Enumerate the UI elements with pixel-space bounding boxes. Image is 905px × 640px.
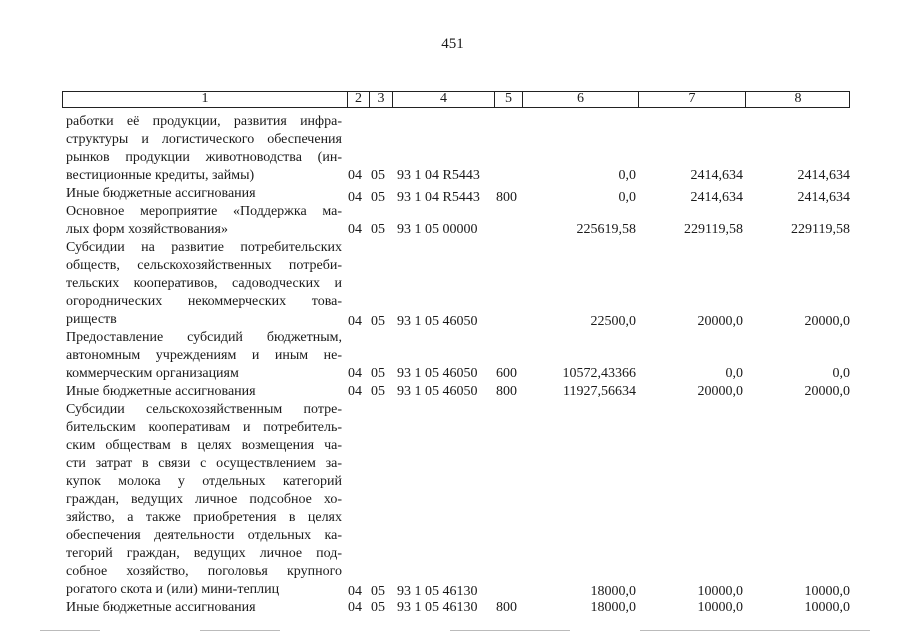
row-description-line: обеспечения деятельности отдельных ка- [66, 528, 342, 543]
section-code: 04 [348, 190, 362, 205]
row-description-line: обществ, сельскохозяйственных потреби- [66, 258, 342, 273]
amount-year-1: 18000,0 [590, 584, 636, 599]
header-col-4: 4 [440, 91, 447, 106]
amount-year-1: 225619,58 [576, 222, 636, 237]
target-article-code: 93 1 04 R5443 [397, 168, 480, 183]
expense-type-code [496, 167, 522, 185]
section-code: 04 [348, 222, 362, 237]
row-description-line: Субсидии сельскохозяйственным потре- [66, 402, 342, 417]
expense-type-code: 800 [496, 600, 517, 615]
subsection-code: 05 [371, 190, 385, 205]
amount-year-3: 10000,0 [804, 600, 850, 615]
amount-year-3: 10000,0 [804, 584, 850, 599]
expense-type-code: 800 [496, 190, 517, 205]
header-col-5: 5 [505, 91, 512, 106]
target-article-code: 93 1 05 46050 [397, 314, 478, 329]
row-description-line: лых форм хозяйствования» [66, 222, 228, 237]
amount-year-1: 0,0 [618, 168, 636, 183]
header-col-8: 8 [794, 91, 802, 106]
row-description-line: автономным учреждениям и иным не- [66, 348, 342, 363]
row-description-line: ским обществам в целях возмещения ча- [66, 438, 342, 453]
header-col-6: 6 [577, 91, 584, 106]
section-code: 04 [348, 584, 362, 599]
target-article-code: 93 1 05 46050 [397, 366, 478, 381]
amount-year-1: 11927,56634 [563, 384, 636, 399]
amount-year-3: 20000,0 [804, 384, 850, 399]
header-col-7: 7 [688, 91, 696, 106]
target-article-code: 93 1 05 46130 [397, 600, 478, 615]
amount-year-2: 229119,58 [684, 222, 743, 237]
subsection-code: 05 [371, 168, 385, 183]
page-number: 451 [441, 36, 464, 52]
row-description-line: купок молока у отдельных категорий [66, 474, 342, 489]
row-description-line: структуры и логистического обеспечения [66, 132, 342, 147]
subsection-code: 05 [371, 584, 385, 599]
subsection-code: 05 [371, 314, 385, 329]
row-description-line: риществ [66, 312, 117, 327]
row-description-line: граждан, ведущих личное подсобное хо- [66, 492, 342, 507]
target-article-code: 93 1 04 R5443 [397, 190, 480, 205]
row-description-line: работки её продукции, развития инфра- [66, 114, 342, 129]
amount-year-3: 20000,0 [804, 314, 850, 329]
row-description-line: тельских кооперативов, садоводческих и [66, 276, 342, 291]
expense-type-code: 600 [496, 366, 517, 381]
row-description-line: Иные бюджетные ассигнования [66, 384, 256, 399]
amount-year-2: 10000,0 [697, 600, 743, 615]
section-code: 04 [348, 168, 362, 183]
amount-year-3: 2414,634 [797, 168, 850, 183]
section-code: 04 [348, 314, 362, 329]
row-description-line: Иные бюджетные ассигнования [66, 186, 256, 201]
section-code: 04 [348, 384, 362, 399]
amount-year-2: 0,0 [725, 366, 743, 381]
scan-artifact [450, 630, 570, 631]
subsection-code: 05 [371, 366, 385, 381]
scan-artifact [200, 630, 280, 631]
scan-artifact [640, 630, 870, 631]
row-description-line: сти затрат в связи с осуществлением за- [66, 456, 342, 471]
amount-year-1: 18000,0 [590, 600, 636, 615]
amount-year-1: 10572,43366 [562, 366, 636, 381]
row-description-line: зяйство, а также приобретения в целях [66, 510, 342, 525]
row-description-line: Предоставление субсидий бюджетным, [66, 330, 342, 345]
row-description-line: огороднических некоммерческих това- [66, 294, 342, 309]
expense-type-code [496, 313, 522, 331]
amount-year-3: 2414,634 [797, 190, 850, 205]
amount-year-2: 20000,0 [697, 314, 743, 329]
amount-year-2: 20000,0 [697, 384, 743, 399]
expense-type-code [496, 221, 522, 239]
section-code: 04 [348, 600, 362, 615]
expense-type-code: 800 [496, 384, 517, 399]
amount-year-2: 10000,0 [697, 584, 743, 599]
row-description-line: бительским кооперативам и потребитель- [66, 420, 342, 435]
target-article-code: 93 1 05 00000 [397, 222, 478, 237]
amount-year-1: 0,0 [618, 190, 636, 205]
header-col-3: 3 [377, 91, 385, 106]
subsection-code: 05 [371, 600, 385, 615]
amount-year-1: 22500,0 [590, 314, 636, 329]
amount-year-2: 2414,634 [690, 168, 743, 183]
row-description-line: вестиционные кредиты, займы) [66, 168, 255, 183]
row-description-line: коммерческим организациям [66, 366, 239, 381]
amount-year-3: 229119,58 [791, 222, 850, 237]
row-description-line: тегорий граждан, ведущих личное под- [66, 546, 342, 561]
row-description-line: Субсидии на развитие потребительских [66, 240, 342, 255]
amount-year-3: 0,0 [832, 366, 850, 381]
section-code: 04 [348, 366, 362, 381]
header-col-1: 1 [201, 91, 209, 106]
row-description-line: Основное мероприятие «Поддержка ма- [66, 204, 342, 219]
amount-year-2: 2414,634 [690, 190, 743, 205]
target-article-code: 93 1 05 46050 [397, 384, 478, 399]
subsection-code: 05 [371, 384, 385, 399]
row-description-line: собное хозяйство, поголовья крупного [66, 564, 342, 579]
subsection-code: 05 [371, 222, 385, 237]
header-col-2: 2 [355, 91, 362, 106]
row-description-line: рогатого скота и (или) мини-теплиц [66, 582, 280, 597]
row-description-line: рынков продукции животноводства (ин- [66, 150, 342, 165]
target-article-code: 93 1 05 46130 [397, 584, 478, 599]
row-description-line: Иные бюджетные ассигнования [66, 600, 256, 615]
scan-artifact [40, 630, 100, 631]
